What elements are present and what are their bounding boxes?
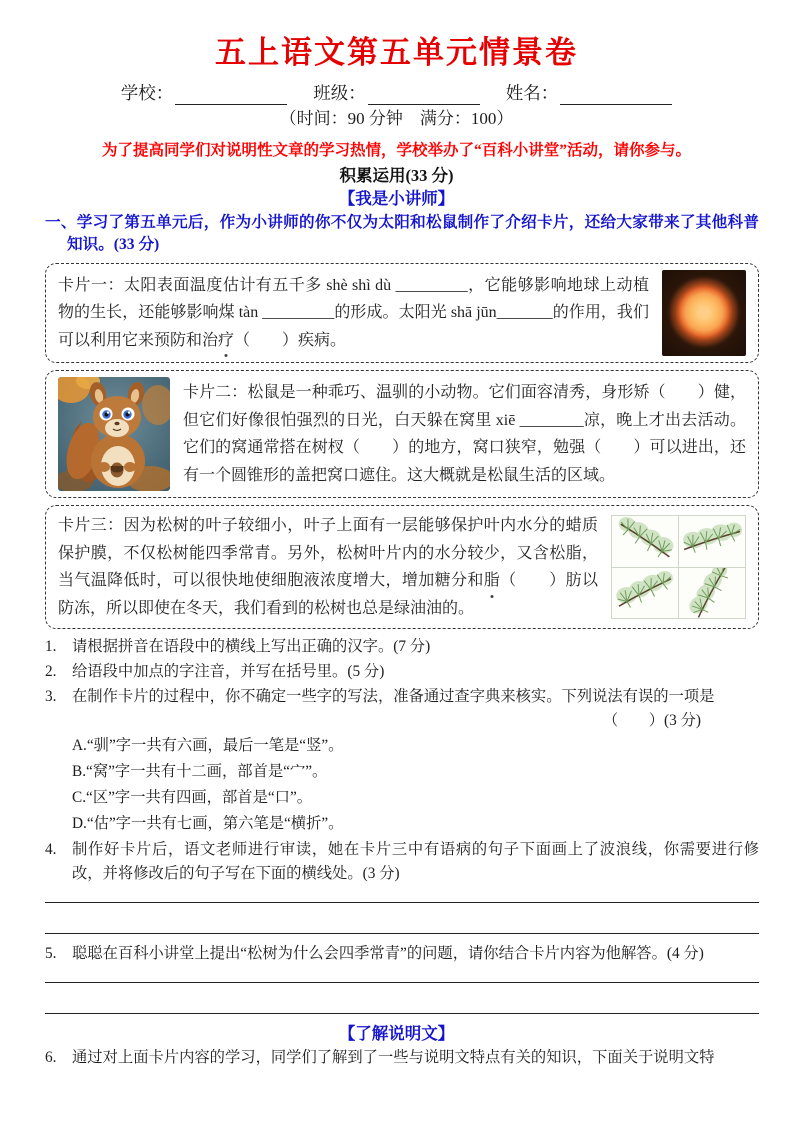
card-one-text-post: （ ）疾病。 [234, 331, 347, 349]
school-blank [175, 85, 287, 105]
card-one-text-pre: 卡片一：太阳表面温度估计有五千多 shè shì dù _________，它能够影响地球上动植物的生长，还能够影响煤 tàn _________的形成。太阳光 shā jūn_______的作用，我们可以利用它来预防和治 [58, 276, 649, 349]
question-text: 通过对上面卡片内容的学习，同学们了解到了一些与说明文特点有关的知识，下面关于说明文特 [72, 1049, 715, 1066]
question-number: 6. [45, 1049, 57, 1066]
section-accumulate-title: 积累运用(33 分) [339, 166, 454, 185]
option-d: D.“估”字一共有七画，第六笔是“横折”。 [72, 815, 344, 832]
answer-line [45, 902, 759, 903]
card-three-text [58, 512, 598, 622]
name-label: 姓名： [505, 83, 559, 103]
dotted-char: 脂 [484, 567, 500, 595]
question-text: 在制作卡片的过程中，你不确定一些字的写法，准备通过查字典来核实。下列说法有误的一项是 [72, 688, 715, 705]
question-5 [45, 942, 759, 966]
dotted-char: 疗 [218, 327, 234, 355]
question-text: 制作好卡片后，语文老师进行审读，她在卡片三中有语病的句子下面画上了波浪线，你需要进行修改，并将修改后的句子写在下面的横线处。(3 分) [72, 841, 759, 882]
name-field [506, 80, 673, 105]
question-intro: 一、学习了第五单元后，作为小讲师的你不仅为太阳和松鼠制作了介绍卡片，还给大家带来了其他科普知识。(33 分) [45, 214, 759, 253]
pine-branches-photo [611, 515, 746, 619]
card-one [45, 263, 759, 363]
activity-notice: 为了提高同学们对说明性文章的学习热情，学校举办了“百科小讲堂”活动，请你参与。 [101, 142, 691, 159]
question-6 [45, 1046, 759, 1070]
answer-line [45, 933, 759, 934]
header-fields [0, 79, 793, 105]
pine-branch-cell [612, 568, 678, 619]
question-3 [45, 685, 759, 709]
question-number: 4. [45, 841, 57, 858]
answer-bracket: （ ）(3 分) [602, 712, 701, 729]
pine-branch-cell [679, 568, 745, 619]
class-label: 班级： [313, 83, 366, 103]
question-text: 聪聪在百科小讲堂上提出“松树为什么会四季常青”的问题，请你结合卡片内容为他解答。(4 分) [72, 945, 704, 962]
card-three-text-pre: 卡片三：因为松树的叶子较细小，叶子上面有一层能够保护叶内水分的蜡质保护膜，不仅松树能四季常青。另外，松树叶片内的水分较少，又含松脂，当气温降低时，可以很快地使细胞液浓度增大，增加糖分和 [58, 517, 598, 589]
option-a: A.“驯”字一共有六画，最后一笔是“竖”。 [72, 737, 344, 754]
question-number: 1. [45, 638, 57, 655]
school-field [121, 80, 288, 105]
question-2 [45, 660, 759, 684]
pine-branch-cell [679, 516, 745, 567]
page-title: 五上语文第五单元情景卷 [215, 35, 578, 70]
pine-branch-cell [612, 516, 678, 567]
section-expository-title: 【了解说明文】 [338, 1024, 455, 1043]
question-number: 3. [45, 688, 57, 705]
class-field [313, 80, 480, 105]
option-c: C.“区”字一共有四画，部首是“口”。 [72, 789, 313, 806]
option-b: B.“窝”字一共有十二画，部首是“宀”。 [72, 763, 328, 780]
card-three [45, 505, 759, 629]
card-two-text: 卡片二：松鼠是一种乖巧、温驯的小动物。它们面容清秀，身形矫（ ）健，但它们好像很怕强烈的日光，白天躲在窝里 xiē ________凉，晚上才出去活动。它们的窝通常搭在树杈（ ）的地方，窝口狭窄，勉强（ ）可以进出，还有一个圆锥形的盖把窝口遮住。这大概就是松鼠生活的区域。 [183, 384, 746, 484]
answer-line [45, 982, 759, 983]
name-blank [560, 85, 672, 105]
question-number: 2. [45, 663, 57, 680]
question-text: 请根据拼音在语段中的横线上写出正确的汉字。(7 分) [72, 638, 431, 655]
squirrel-photo [58, 377, 170, 491]
squirrel-illustration [58, 377, 170, 491]
question-4 [45, 838, 759, 886]
answer-line [45, 1013, 759, 1014]
card-one-text [58, 272, 649, 355]
question-1 [45, 635, 759, 659]
card-three-text-post: （ ）肪以防冻，所以即使在冬天，我们看到的松树也总是绿油油的。 [58, 572, 598, 617]
sun-photo [662, 270, 746, 356]
class-blank [368, 85, 480, 105]
school-label: 学校： [120, 83, 174, 103]
question-number: 5. [45, 945, 57, 962]
section-lecturer-title: 【我是小讲师】 [338, 189, 455, 208]
question-text: 给语段中加点的字注音，并写在括号里。(5 分) [72, 663, 385, 680]
card-two [45, 370, 759, 498]
exam-meta: （时间：90 分钟 满分：100） [279, 109, 514, 128]
